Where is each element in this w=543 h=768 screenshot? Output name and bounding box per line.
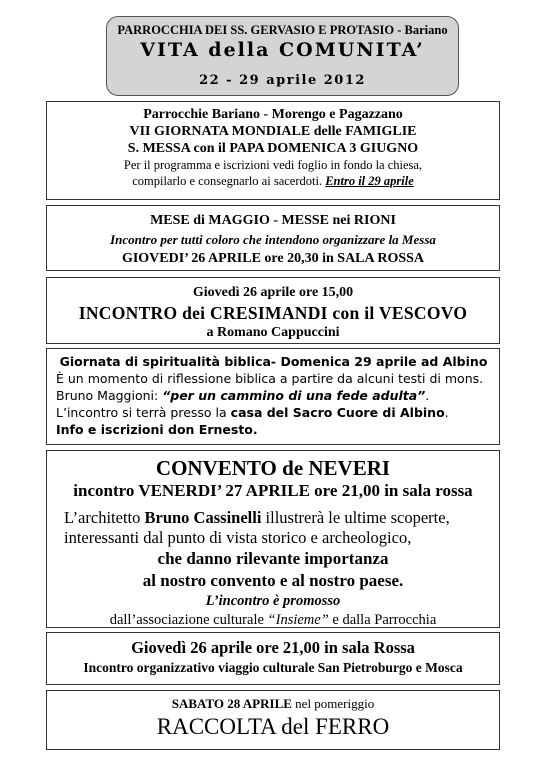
notice-may-subtitle: Incontro per tutti coloro che intendono organizzare la Messa xyxy=(110,232,436,247)
notice-biblical-text-3 xyxy=(56,404,491,421)
notice-instructions-2 xyxy=(47,173,499,189)
notice-convent-org-name: “Insieme” xyxy=(267,612,329,628)
parish-name: PARROCCHIA DEI SS. GERVASIO E PROTASIO - Bariano xyxy=(117,23,448,37)
notice-trip-title: Incontro organizzativo viaggio culturale San Pietroburgo e Mosca xyxy=(83,660,463,675)
notice-convent-text-3: che danno rilevante importanza xyxy=(157,549,389,568)
notice-biblical-title: Giornata di spiritualità biblica- Domenica 29 aprile ad Albino xyxy=(59,354,488,369)
notice-iron-title: RACCOLTA del FERRO xyxy=(156,714,390,739)
notice-convent-text-4: al nostro convento e al nostro paese. xyxy=(142,571,404,590)
notice-trip-meeting xyxy=(46,632,500,685)
notice-iron-collection xyxy=(46,690,500,750)
notice-confirmation-date: Giovedì 26 aprile ore 15,00 xyxy=(192,285,354,300)
notice-mass: S. MESSA con il PAPA DOMENICA 3 GIUGNO xyxy=(127,141,419,156)
notice-trip-datetime: Giovedì 26 aprile ore 21,00 in sala Rossa xyxy=(131,638,415,657)
notice-confirmation-title: INCONTRO dei CRESIMANDI con il VESCOVO xyxy=(78,303,468,323)
notice-parishes: Parrocchie Bariano - Morengo e Pagazzano xyxy=(143,107,403,122)
notice-biblical-venue-post: . xyxy=(444,405,449,420)
notice-biblical-text-2 xyxy=(56,387,491,404)
notice-iron-date xyxy=(47,694,499,713)
notice-convent-org-post: e dalla Parrocchia xyxy=(328,612,437,628)
notice-biblical-text-1: È un momento di riflessione biblica a partire da alcuni testi di mons. xyxy=(56,371,484,386)
notice-biblical-day xyxy=(46,348,500,445)
bulletin-dates: 22 - 29 aprile 2012 xyxy=(199,73,366,88)
notice-confirmation-place: a Romano Cappuccini xyxy=(206,325,340,340)
notice-convent-org-pre: dall’associazione culturale xyxy=(109,612,268,628)
notice-iron-day: SABATO 28 APRILE xyxy=(171,696,292,711)
notice-convent xyxy=(46,450,500,628)
notice-event-title: VII GIORNATA MONDIALE delle FAMIGLIE xyxy=(129,124,417,139)
notice-iron-time: nel pomeriggio xyxy=(291,696,375,711)
notice-family-day xyxy=(46,101,500,200)
notice-may-masses xyxy=(46,205,500,271)
notice-biblical-venue: casa del Sacro Cuore di Albino xyxy=(230,405,445,420)
notice-convent-architect: Bruno Cassinelli xyxy=(144,508,262,527)
notice-biblical-quote: “per un cammino di una fede adulta” xyxy=(162,388,426,403)
notice-biblical-author: Bruno Maggioni: xyxy=(56,388,163,403)
notice-may-datetime: GIOVEDI’ 26 APRILE ore 20,30 in SALA ROSSA xyxy=(121,251,425,266)
notice-biblical-info: Info e iscrizioni don Ernesto. xyxy=(56,422,258,437)
notice-convent-title: CONVENTO de NEVERI xyxy=(155,456,391,480)
bulletin-header xyxy=(106,16,459,96)
notice-convent-text-2: interessanti dal punto di vista storico e archeologico, xyxy=(64,528,412,547)
notice-convent-subtitle: incontro VENERDI’ 27 APRILE ore 21,00 in sala rossa xyxy=(73,481,473,500)
notice-instructions-text: compilarlo e consegnarlo ai sacerdoti. xyxy=(132,174,323,188)
notice-deadline: Entro il 29 aprile xyxy=(325,174,414,188)
notice-instructions: Per il programma e iscrizioni vedi foglio in fondo la chiesa, xyxy=(123,158,423,172)
bulletin-title: VITA della COMUNITA’ xyxy=(140,39,425,61)
notice-may-title: MESE di MAGGIO - MESSE nei RIONI xyxy=(150,213,396,228)
notice-convent-text-1 xyxy=(47,508,499,528)
notice-convent-architect-post: illustrerà le ultime scoperte, xyxy=(261,508,450,527)
notice-biblical-venue-pre: L’incontro si terrà presso la xyxy=(56,405,231,420)
notice-confirmation xyxy=(46,277,500,344)
notice-convent-promoted: L’incontro è promosso xyxy=(205,593,341,609)
notice-biblical-punct: . xyxy=(425,388,430,403)
notice-convent-organizer xyxy=(47,611,499,630)
notice-convent-architect-pre: L’architetto xyxy=(64,508,145,527)
